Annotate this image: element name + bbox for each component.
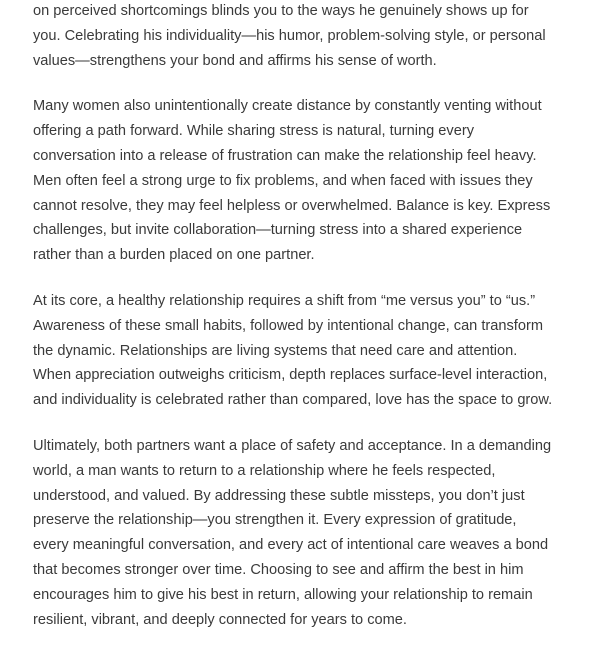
text-line: that becomes stronger over time. Choosing to see and affirm the best in him	[33, 561, 524, 578]
text-line: rather than a burden placed on one partner.	[33, 247, 315, 264]
text-line: on perceived shortcomings blinds you to the ways he genuinely shows up for	[33, 3, 529, 19]
text-line: encourages him to give his best in return, allowing your relationship to remain	[33, 586, 533, 603]
text-line: the dynamic. Relationships are living systems that need care and attention.	[33, 342, 518, 359]
paragraph-4	[33, 434, 581, 632]
paragraph-2	[33, 94, 581, 268]
text-line: offering a path forward. While sharing stress is natural, turning every	[33, 123, 474, 140]
text-line: understood, and valued. By addressing these subtle missteps, you don’t just	[33, 487, 525, 504]
text-line: At its core, a healthy relationship requires a shift from “me versus you” to “us.”	[33, 292, 536, 309]
text-line: challenges, but invite collaboration—turning stress into a shared experience	[33, 222, 523, 239]
text-line: Many women also unintentionally create distance by constantly venting without	[33, 98, 542, 115]
text-line: Awareness of these small habits, followed by intentional change, can transform	[33, 317, 543, 334]
paragraph-3	[33, 289, 581, 413]
text-line: and individuality is celebrated rather than compared, love has the space to grow.	[33, 392, 553, 409]
text-line: values—strengthens your bond and affirms his sense of worth.	[33, 52, 437, 69]
text-line: resilient, vibrant, and deeply connected for years to come.	[33, 611, 407, 628]
paragraph-1	[33, 0, 581, 73]
text-line: world, a man wants to return to a relationship where he feels respected,	[33, 462, 496, 479]
text-line: cannot resolve, they may feel helpless or overwhelmed. Balance is key. Express	[33, 197, 551, 214]
text-line: Ultimately, both partners want a place of safety and acceptance. In a demanding	[33, 437, 552, 454]
text-line: every meaningful conversation, and every act of intentional care weaves a bond	[33, 537, 549, 554]
text-line: When appreciation outweighs criticism, depth replaces surface-level interaction,	[33, 367, 548, 384]
text-line: preserve the relationship—you strengthen it. Every expression of gratitude,	[33, 512, 517, 529]
text-line: conversation into a release of frustration can make the relationship feel heavy.	[33, 147, 537, 164]
text-line: Men often feel a strong urge to fix problems, and when faced with issues they	[33, 172, 533, 189]
text-line: you. Celebrating his individuality—his humor, problem-solving style, or personal	[33, 27, 546, 44]
article-body	[33, 0, 581, 653]
